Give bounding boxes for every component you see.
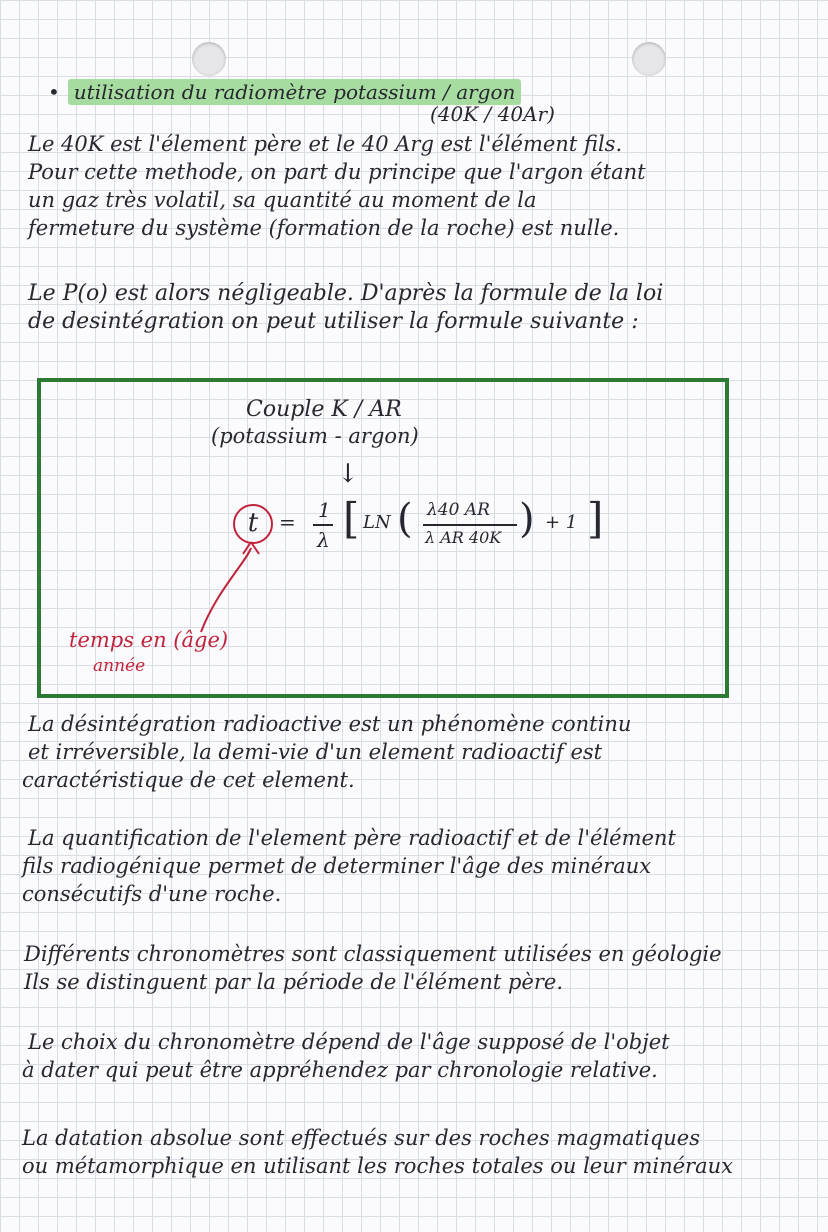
p7-line-1: La datation absolue sont effectués sur des roches magmatiques [22, 1126, 701, 1150]
fraction-numerator: 1 [318, 498, 331, 522]
inner-numerator: λ40 AR [427, 500, 490, 520]
intro-line-2: Pour cette methode, on part du principe que l'argon étant [28, 160, 646, 184]
intro-line-1: Le 40K est l'élement père et le 40 Arg est l'élément fils. [28, 132, 623, 156]
paren-close: ) [519, 496, 535, 542]
down-arrow-icon: ↓ [337, 459, 359, 489]
time-variable-circle: t [233, 504, 273, 544]
plus-one: + 1 [545, 512, 578, 533]
binder-hole-left [192, 42, 226, 76]
p3-line-2: et irréversible, la demi-vie d'un element radioactif est [28, 740, 603, 764]
p5-line-1: Différents chronomètres sont classiquement utilisées en géologie [24, 942, 722, 966]
inner-denominator: λ AR 40K [425, 528, 502, 547]
box-subtitle: (potassium - argon) [211, 424, 419, 448]
p4-line-3: consécutifs d'une roche. [22, 882, 282, 906]
annotation-year: année [93, 656, 146, 676]
annotation-arrow-icon [171, 532, 301, 642]
p3-line-1: La désintégration radioactive est un phénomène continu [28, 712, 632, 736]
bracket-close: ] [587, 494, 604, 543]
intro-line-3: un gaz très volatil, sa quantité au moment de la [28, 188, 537, 212]
box-title: Couple K / AR [246, 397, 402, 422]
binder-hole-right [632, 42, 666, 76]
ln-label: LN [363, 512, 391, 533]
fraction-denominator: λ [317, 528, 330, 552]
p4-line-2: fils radiogénique permet de determiner l'âge des minéraux [22, 854, 652, 878]
heading: • utilisation du radiomètre potassium / argon [48, 80, 521, 104]
p7-line-2: ou métamorphique en utilisant les roches totales ou leur minéraux [22, 1154, 733, 1178]
fraction-bar [313, 524, 333, 526]
p3-line-3: caractéristique de cet element. [22, 768, 355, 792]
heading-highlight: utilisation du radiomètre potassium / argon [68, 79, 522, 105]
p4-line-1: La quantification de l'element père radioactif et de l'élément [28, 826, 676, 850]
annotation-time: temps en (âge) [69, 628, 229, 652]
intro-line-4: fermeture du système (formation de la roche) est nulle. [28, 216, 620, 240]
formula-box [37, 378, 729, 698]
p2-line-2: de desintégration on peut utiliser la formule suivante : [28, 309, 639, 334]
p6-line-2: à dater qui peut être appréhendez par chronologie relative. [22, 1058, 658, 1082]
heading-subtitle: (40K / 40Ar) [430, 102, 555, 126]
p6-line-1: Le choix du chronomètre dépend de l'âge supposé de l'objet [28, 1030, 670, 1054]
p5-line-2: Ils se distinguent par la période de l'élément père. [24, 970, 563, 994]
inner-fraction-bar [423, 524, 517, 526]
paren-open: ( [397, 496, 413, 542]
equals-sign: = [279, 510, 296, 534]
p2-line-1: Le P(o) est alors négligeable. D'après la formule de la loi [28, 281, 664, 306]
bracket-open: [ [343, 494, 360, 543]
